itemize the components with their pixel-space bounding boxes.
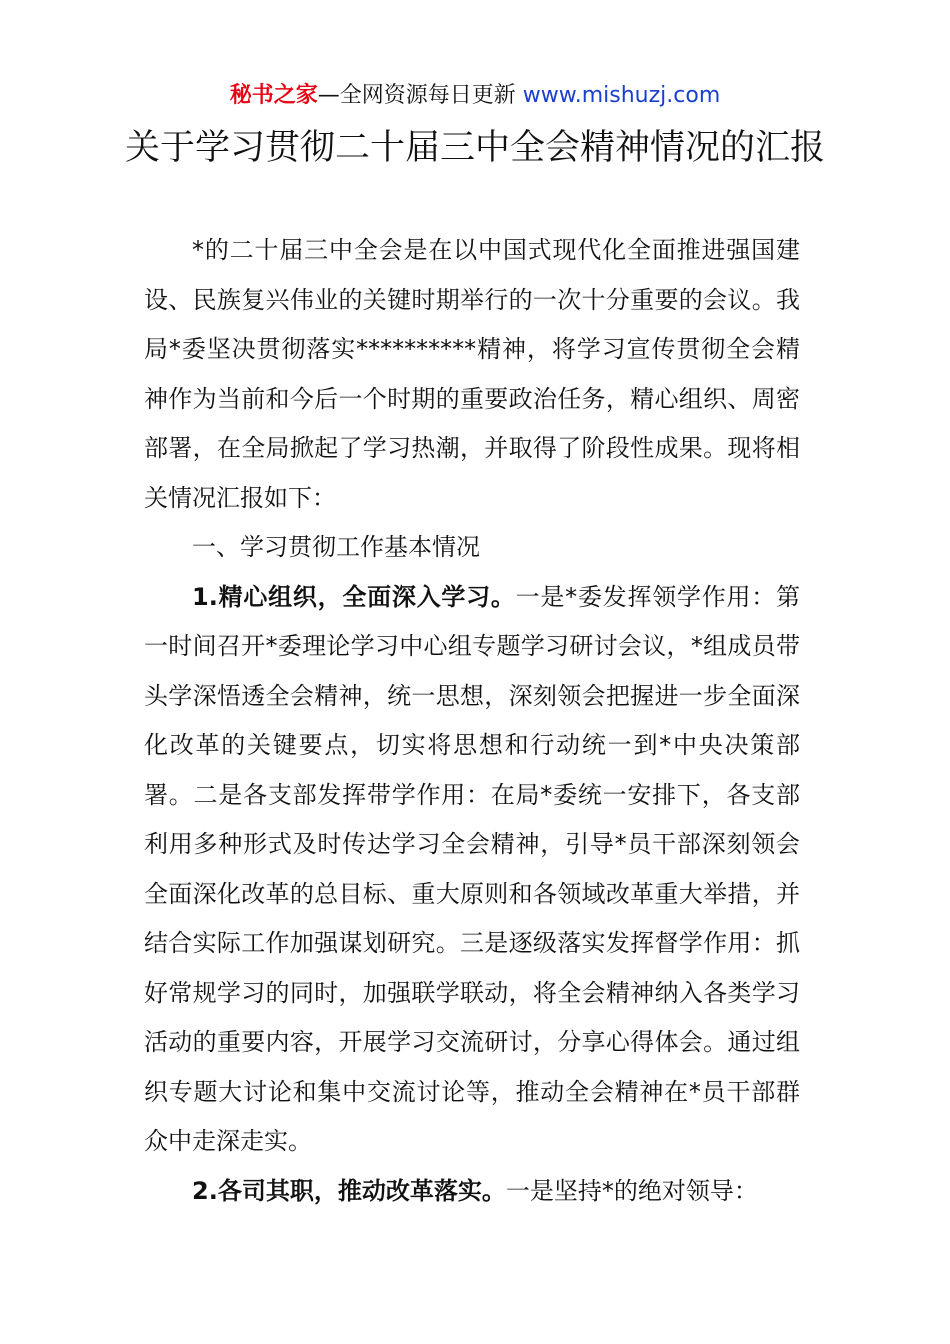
- item-text: 一是*委发挥领学作用：第一时间召开*委理论学习中心组专题学习研讨会议，*组成员带头学深悟透全会精神，统一思想，深刻领会把握进一步全面深化改革的关键要点，切实将思想和行动统一到*中央决策部署。二是各支部发挥带学作用：在局*委统一安排下，各支部利用多种形式及时传达学习全会精神，引导*员干部深刻领会全面深化改革的总目标、重大原则和各领域改革重大举措，并结合实际工作加强谋划研究。三是逐级落实发挥督学作用：抓好常规学习的同时，加强联学联动，将全会精神纳入各类学习活动的重要内容，开展学习交流研讨，分享心得体会。通过组织专题大讨论和集中交流讨论等，推动全会精神在*员干部群众中走深走实。: [144, 582, 800, 1155]
- item-title: 2.各司其职，推动改革落实。: [192, 1176, 506, 1205]
- document-title: 关于学习贯彻二十届三中全会精神情况的汇报: [124, 128, 825, 168]
- document-body: [144, 226, 800, 1216]
- site-url-link[interactable]: www.mishuzj.com: [522, 83, 721, 108]
- intro-paragraph: *的二十届三中全会是在以中国式现代化全面推进强国建设、民族复兴伟业的关键时期举行的一次十分重要的会议。我局*委坚决贯彻落实**********精神，将学习宣传贯彻全会精神作为当前和今后一个时期的重要政治任务，精心组织、周密部署，在全局掀起了学习热潮，并取得了阶段性成果。现将相关情况汇报如下：: [144, 236, 800, 512]
- brand-name: 秘书之家: [229, 83, 318, 108]
- site-header: [0, 82, 950, 110]
- item-text: 一是坚持*的绝对领导：: [505, 1176, 758, 1205]
- section-heading: 一、学习贯彻工作基本情况: [192, 533, 480, 561]
- item-paragraph: [144, 573, 800, 1167]
- header-tagline: —全网资源每日更新: [317, 83, 523, 108]
- item-paragraph: [144, 1167, 800, 1217]
- item-title: 1.精心组织，全面深入学习。: [192, 582, 516, 611]
